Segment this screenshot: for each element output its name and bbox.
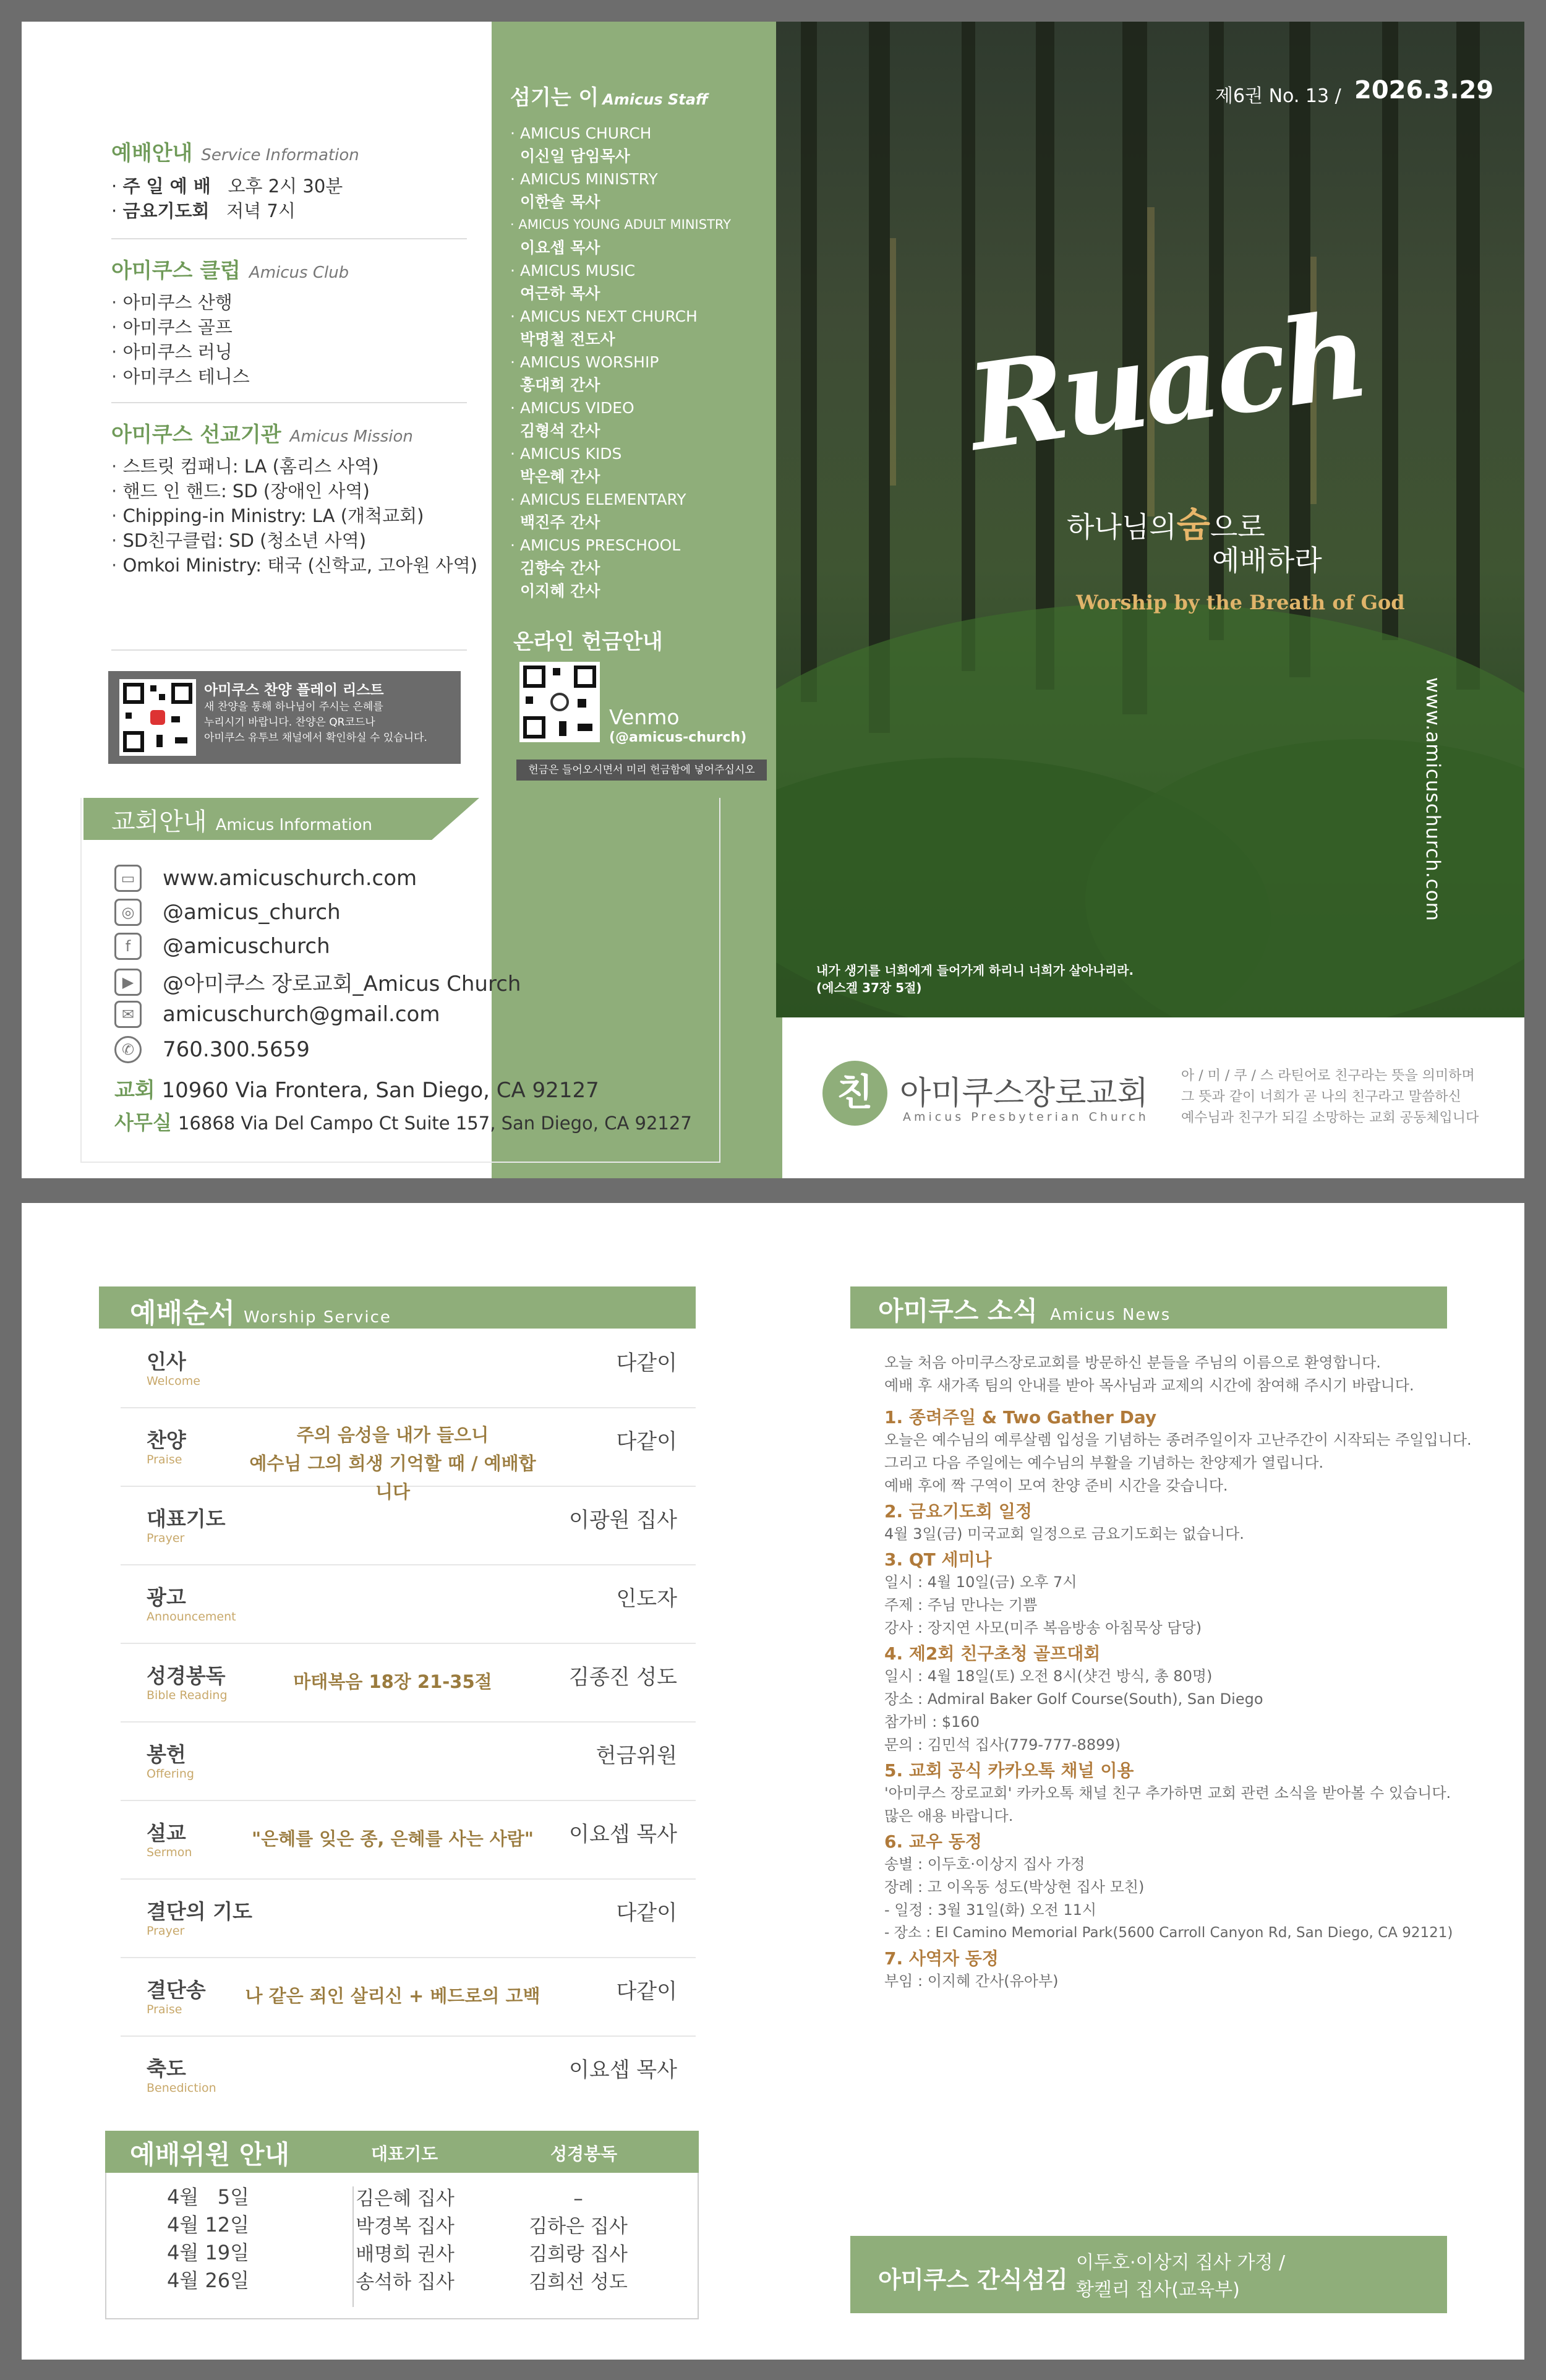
list-item: · 핸드 인 핸드: SD (장애인 사역) (111, 479, 477, 503)
news-heading: 7. 사역자 동정 (884, 1948, 999, 1969)
bulletin-inner-sheet (22, 1203, 1524, 2360)
staff-title: 섬기는 이 Amicus Staff (510, 85, 708, 110)
cover-title: Ruach (960, 285, 1373, 477)
staff-ministry: · AMICUS KIDS (510, 442, 782, 465)
website-row[interactable]: ▭ www.amicuschurch.com (114, 865, 417, 892)
service-times (111, 174, 359, 223)
phone-row[interactable]: ✆ 760.300.5659 (114, 1036, 310, 1063)
club-section (111, 254, 349, 389)
venmo-qr-code[interactable] (519, 662, 600, 742)
staff-name: 박은혜 간사 (520, 468, 600, 486)
staff-ministry: · AMICUS NEXT CHURCH (510, 305, 782, 328)
service-info-title: 예배안내 Service Information (111, 141, 359, 166)
playlist-qr-code[interactable] (119, 679, 196, 756)
church-about: 아 / 미 / 쿠 / 스 라틴어로 친구라는 뜻을 의미하며 그 뜻과 같이 너희가 곧 나의 친구라고 말씀하신 예수님과 친구가 되길 소망하는 교회 공동체입니다 (1181, 1068, 1479, 1126)
playlist-title: 아미쿠스 찬양 플레이 리스트 (204, 682, 384, 698)
staff-ministry: · AMICUS PRESCHOOL (510, 534, 782, 557)
youtube-row[interactable]: ▶ @아미쿠스 장로교회_Amicus Church (114, 967, 521, 997)
divider (111, 649, 467, 651)
mission-title: 아미쿠스 선교기관 Amicus Mission (111, 422, 413, 447)
staff-ministry: · AMICUS VIDEO (510, 396, 782, 419)
committee-prayers: 김은혜 집사 박경복 집사 배명희 권사 송석하 집사 (356, 2188, 455, 2293)
facebook-row[interactable]: f @amicuschurch (114, 933, 330, 960)
staff-name: 백진주 간사 (520, 513, 600, 531)
website-vertical[interactable]: www.amicuschurch.com (1422, 677, 1444, 922)
website-vertical-wrap (1422, 677, 1463, 943)
worship-row: 광고 Announcement 인도자 (121, 1565, 696, 1644)
committee-dates: 4월 5일 4월 12일 4월 19일 4월 26일 (167, 2185, 250, 2292)
church-name-en: Amicus Presbyterian Church (903, 1110, 1149, 1124)
cover-verse: 내가 생기를 너희에게 들어가게 하리니 너희가 살아나리라. (에스겔 37장 5절) (816, 963, 1134, 995)
cover-subtitle-en: Worship by the Breath of God (1076, 591, 1405, 614)
staff-name: 여근하 목사 (520, 285, 600, 302)
worship-row: 결단송 Praise 나 같은 죄인 살리신 + 베드로의 고백 다같이 (121, 1958, 696, 2037)
news-intro: 오늘 처음 아미쿠스장로교회를 방문하신 분들을 주님의 이름으로 환영합니다. (884, 1354, 1381, 1371)
staff-name: 김형석 간사 (520, 422, 600, 440)
facebook-icon: f (114, 933, 142, 960)
staff-name: 이요셉 목사 (520, 239, 600, 257)
mission-section (111, 417, 477, 578)
list-item: · 아미쿠스 산행 (111, 290, 349, 315)
news-intro: 예배 후 새가족 팀의 안내를 받아 목사님과 교제의 시간에 참여해 주시기 바랍니다. (884, 1377, 1414, 1394)
youtube-icon: ▶ (114, 969, 142, 996)
worship-row: 찬양 Praise 주의 음성을 내가 들으니 예수님 그의 희생 기억할 때 / 예배합니다 다같이 (121, 1408, 696, 1487)
church-logo-icon: 친 (822, 1061, 887, 1126)
staff-ministry: · AMICUS YOUNG ADULT MINISTRY (510, 213, 782, 236)
worship-row: 설교 Sermon "은혜를 잊은 종, 은혜를 사는 사람" 이요셉 목사 (121, 1801, 696, 1880)
bulletin-outer-sheet (22, 22, 1524, 1178)
staff-ministry: · AMICUS ELEMENTARY (510, 488, 782, 511)
news-heading: 1. 종려주일 & Two Gather Day (884, 1407, 1157, 1428)
committee-divider (352, 2186, 354, 2307)
worship-row: 축도 Benediction 이요셉 목사 (147, 2057, 677, 2095)
staff-name: 박명철 전도사 (520, 330, 615, 348)
news-heading: 5. 교회 공식 카카오톡 채널 이용 (884, 1760, 1134, 1781)
divider (111, 238, 467, 239)
playlist-desc: 새 찬양을 통해 하나님이 주시는 은혜를 누리시기 바랍니다. 찬양은 QR코드나 아미쿠스 유투브 채널에서 확인하실 수 있습니다. (204, 701, 427, 744)
news-heading: 4. 제2회 친구초청 골프대회 (884, 1643, 1101, 1664)
committee-readings: – 김하은 집사 김희랑 집사 김희선 성도 (529, 2188, 628, 2293)
worship-row: 대표기도 Prayer 이광원 집사 (121, 1487, 696, 1565)
playlist-box (108, 671, 461, 764)
news-heading: 2. 금요기도회 일정 (884, 1501, 1032, 1522)
cover-subtitle-ko-2: 예배하라 (1212, 544, 1322, 577)
staff-name: 이한솔 목사 (520, 193, 600, 211)
news-title: 아미쿠스 소식 Amicus News (878, 1296, 1171, 1326)
office-address: 사무실 16868 Via Del Campo Ct Suite 157, San Diego, CA 92127 (114, 1111, 692, 1134)
mission-list (111, 454, 477, 578)
staff-name: 김향숙 간사 (520, 559, 600, 577)
list-item: · Omkoi Ministry: 태국 (신학교, 고아원 사역) (111, 553, 477, 578)
divider (111, 402, 467, 403)
worship-row: 봉헌 Offering 헌금위원 (121, 1723, 696, 1801)
news-heading: 3. QT 세미나 (884, 1549, 992, 1570)
staff-ministry: · AMICUS MUSIC (510, 259, 782, 282)
friday-prayer-row: · 금요기도회 저녁 7시 (111, 200, 296, 221)
offering-note: 헌금은 들어오시면서 미리 헌금함에 넣어주십시오 (516, 760, 767, 781)
instagram-row[interactable]: ◎ @amicus_church (114, 899, 341, 926)
offering-title: 온라인 헌금안내 (513, 630, 663, 654)
list-item: · Chipping-in Ministry: LA (개척교회) (111, 503, 477, 528)
issue-number: 제6권 No. 13 / (1215, 85, 1341, 107)
issue-date: 2026.3.29 (1354, 76, 1494, 105)
staff-name: 이지혜 간사 (520, 582, 600, 600)
church-address: 교회 10960 Via Frontera, San Diego, CA 92127 (114, 1078, 599, 1103)
list-item: · SD친구클럽: SD (청소년 사역) (111, 528, 477, 553)
instagram-icon: ◎ (114, 899, 142, 926)
sunday-service-row: · 주 일 예 배 오후 2시 30분 (111, 176, 343, 197)
worship-row: 결단의 기도 Prayer 다같이 (121, 1880, 696, 1958)
service-info-section (111, 136, 359, 223)
cover-subtitle-ko: 하나님의숨으로 (1067, 505, 1265, 546)
church-name: 아미쿠스장로교회 (900, 1075, 1148, 1112)
email-row[interactable]: ✉ amicuschurch@gmail.com (114, 1001, 440, 1028)
list-item: · 아미쿠스 테니스 (111, 364, 349, 389)
club-list (111, 290, 349, 389)
list-item: · 아미쿠스 러닝 (111, 340, 349, 364)
phone-icon: ✆ (114, 1036, 142, 1063)
staff-ministry: · AMICUS CHURCH (510, 122, 782, 145)
venmo-label: Venmo (609, 705, 680, 729)
venmo-id: (@amicus-church) (609, 730, 747, 745)
laptop-icon: ▭ (114, 865, 142, 892)
worship-title: 예배순서 Worship Service (130, 1298, 391, 1329)
list-item: · 아미쿠스 골프 (111, 315, 349, 340)
worship-row: 성경봉독 Bible Reading 마태복음 18장 21-35절 김종진 성도 (121, 1644, 696, 1723)
staff-ministry: · AMICUS MINISTRY (510, 168, 782, 190)
list-item: · 스트릿 컴패니: LA (홈리스 사역) (111, 454, 477, 479)
staff-ministry: · AMICUS WORSHIP (510, 351, 782, 374)
club-title: 아미쿠스 클럽 Amicus Club (111, 259, 349, 283)
offering-section (513, 625, 663, 655)
snack-title: 아미쿠스 간식섬김 (878, 2266, 1068, 2293)
staff-name: 이신일 담임목사 (520, 147, 630, 165)
mail-icon: ✉ (114, 1001, 142, 1028)
committee-col-reading: 성경봉독 (550, 2144, 618, 2164)
worship-row: 인사 Welcome 다같이 (121, 1330, 696, 1408)
snack-servers: 이두호·이상지 집사 가정 / 황켈리 집사(교육부) (1076, 2252, 1286, 2301)
committee-col-prayer: 대표기도 (371, 2144, 438, 2164)
staff-name: 홍대희 간사 (520, 376, 600, 394)
committee-title: 예배위원 안내 (130, 2139, 290, 2170)
news-body: 오늘 처음 아미쿠스장로교회를 방문하신 분들을 주님의 이름으로 환영합니다. 예배 후 새가족 팀의 안내를 받아 목사님과 교제의 시간에 참여해 주시기 바랍니다. 1. 종려주일 & Two Gather Day 오늘은 예수님의 예루살렘 입성을 기념하는 종려주일이자 고난주간이 시작되는 주일입니다. 그리고 다음 주일에는 예수님의 부활을 기념하는 찬양제가 열립니다. 예배 후에 짝 구역이 모여 찬양 준비 시간을 갖습니다. 2. 금요기도회 일정 4월 3일(금) 미국교회 일정으로 금요기도회는 없습니다. 3. QT 세미나 일시 : 4월 10일(금) 오후 7시 주제 : 주님 만나는 기쁨 강사 : 장지연 사모(미주 복음방송 아침묵상 담당) 4. 제2회 친구초청 골프대회 일시 : 4월 18일(토) 오전 8시(샷건 방식, 총 80명) 장소 : Admiral Baker Golf Course(South), San Diego 참가비 : $160 문의 : 김민석 집사(779-777-8899) 5. 교회 공식 카카오톡 채널 이용 '아미쿠스 장로교회' 카카오톡 채널 친구 추가하면 교회 관련 소식을 받아볼 수 있습니다. 많은 애용 바랍니다. 6. 교우 동정 송별 : 이두호·이상지 집사 가정 장례 : 고 이옥동 성도(박상현 집사 모친) - 일정 : 3월 31일(화) 오전 11시 - 장소 : El Camino Memorial Park(5600 Carroll Canyon Rd, San Diego, CA 92121) 7. 사역자 동정 부임 : 이지혜 간사(유아부) (884, 1351, 1509, 1993)
news-heading: 6. 교우 동정 (884, 1831, 982, 1852)
church-info-title: 교회안내 Amicus Information (111, 808, 372, 836)
staff-section (510, 80, 782, 602)
